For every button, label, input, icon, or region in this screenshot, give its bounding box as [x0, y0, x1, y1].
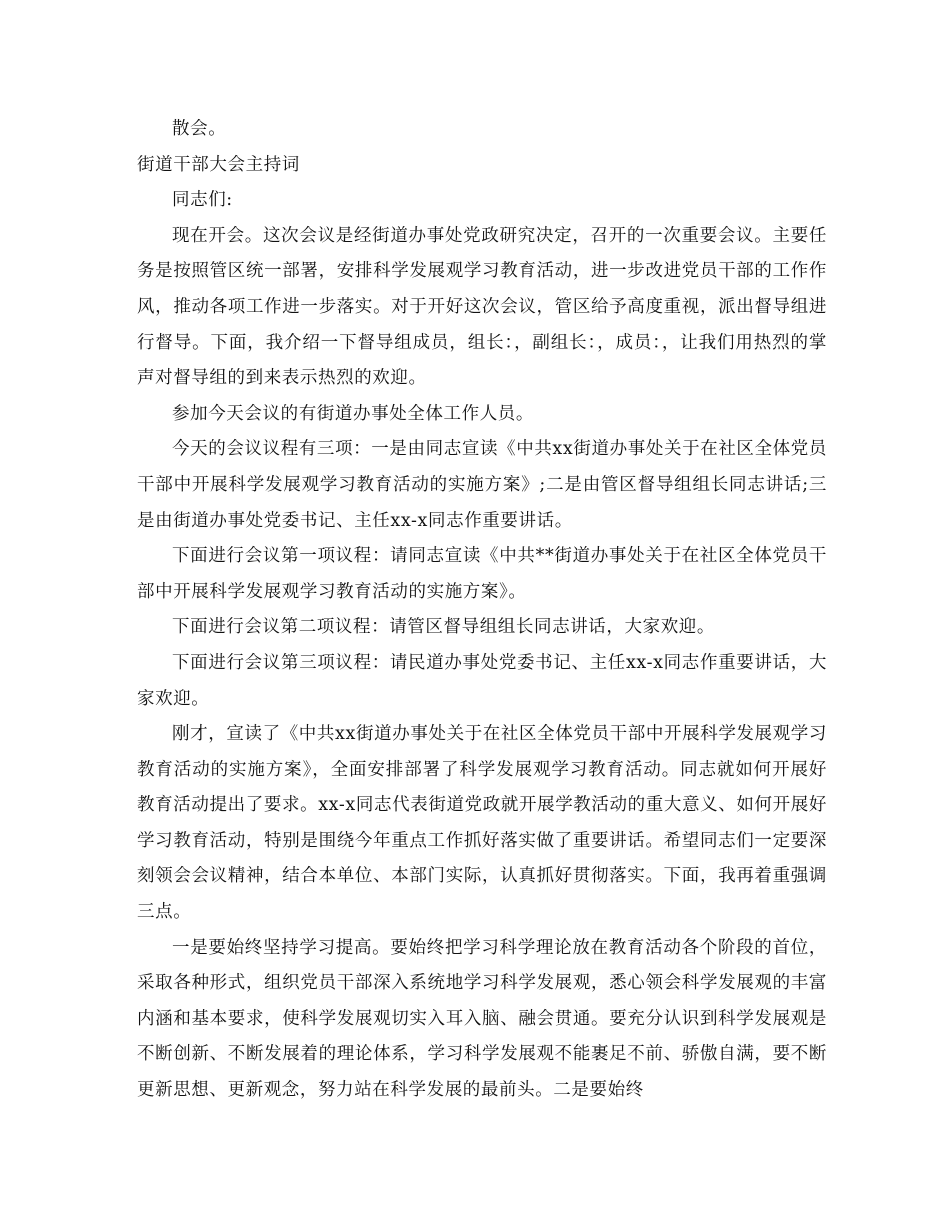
- paragraph-opening: 现在开会。这次会议是经街道办事处党政研究决定，召开的一次重要会议。主要任务是按照管区统一部署，安排科学发展观学习教育活动，进一步改进党员干部的工作作风，推动各项工作进一步落实。对于开好这次会议，管区给予高度重视，派出督导组进行督导。下面，我介绍一下督导组成员，组长：，副组长：，成员：，让我们用热烈的掌声对督导组的到来表示热烈的欢迎。: [137, 225, 827, 389]
- document-body: [137, 112, 827, 1109]
- paragraph-salutation: 同志们:: [172, 190, 233, 211]
- paragraph-attendees: 参加今天会议的有街道办事处全体工作人员。: [172, 403, 534, 424]
- document-title: 街道干部大会主持词: [137, 154, 300, 175]
- paragraph-agenda: 今天的会议议程有三项：一是由同志宣读《中共xx街道办事处关于在社区全体党员干部中开展科学发展观学习教育活动的实施方案》;二是由管区督导组组长同志讲话;三是由街道办事处党委书记、主任xx-x同志作重要讲话。: [137, 439, 827, 531]
- paragraph-agenda-item-3: 下面进行会议第三项议程：请民道办事处党委书记、主任xx-x同志作重要讲话，大家欢迎。: [137, 652, 827, 709]
- paragraph-agenda-item-1: 下面进行会议第一项议程：请同志宣读《中共**街道办事处关于在社区全体党员干部中开展科学发展观学习教育活动的实施方案》。: [137, 546, 827, 602]
- paragraph-summary: 刚才，宣读了《中共xx街道办事处关于在社区全体党员干部中开展科学发展观学习教育活动的实施方案》，全面安排部署了科学发展观学习教育活动。同志就如何开展好教育活动提出了要求。xx-x同志代表街道党政就开展学教活动的重大意义、如何开展好学习教育活动，特别是围绕今年重点工作抓好落实做了重要讲话。希望同志们一定要深刻领会会议精神，结合本单位、本部门实际，认真抓好贯彻落实。下面，我再着重强调三点。: [137, 724, 827, 923]
- paragraph-agenda-item-2: 下面进行会议第二项议程：请管区督导组组长同志讲话，大家欢迎。: [172, 617, 715, 638]
- paragraph-point-one: 一是要始终坚持学习提高。要始终把学习科学理论放在教育活动各个阶段的首位，采取各种形式，组织党员干部深入系统地学习科学发展观，悉心领会科学发展观的丰富内涵和基本要求，使科学发展观切实入耳入脑、融会贯通。要充分认识到科学发展观是不断创新、不断发展着的理论体系，学习科学发展观不能裹足不前、骄傲自满，要不断更新思想、更新观念，努力站在科学发展的最前头。二是要始终: [137, 937, 827, 1101]
- paragraph-adjourn: 散会。: [172, 119, 227, 139]
